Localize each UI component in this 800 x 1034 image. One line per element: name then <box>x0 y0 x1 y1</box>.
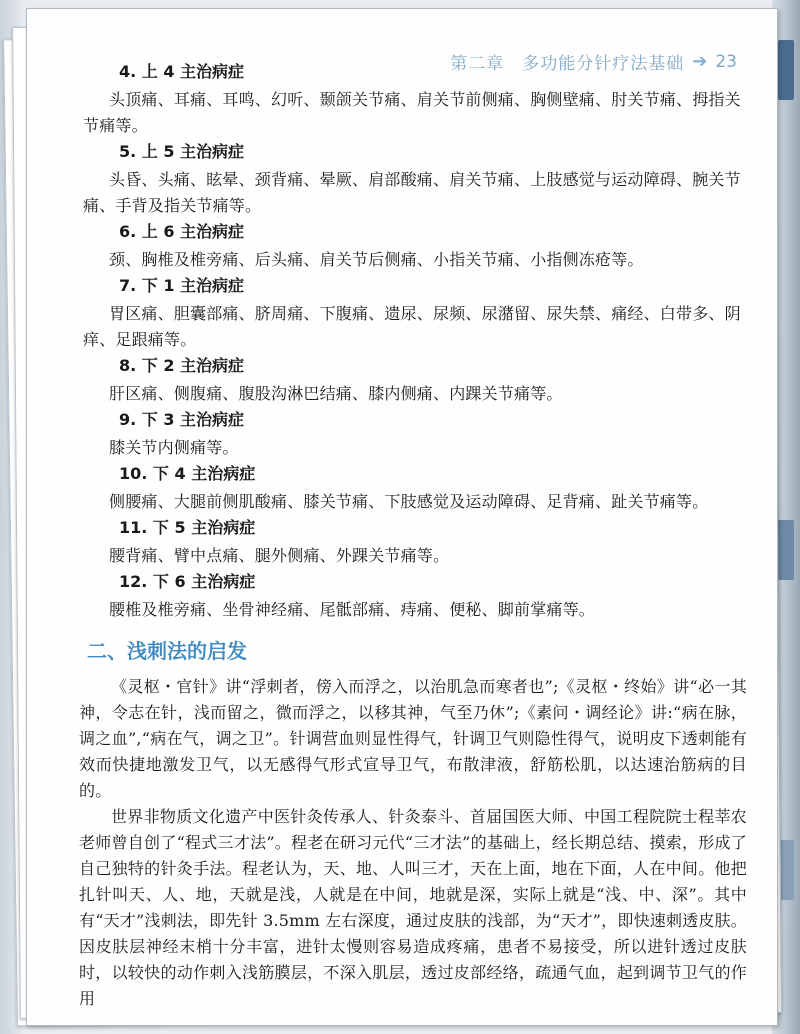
body-paragraph: 世界非物质文化遗产中医针灸传承人、针灸泰斗、首届国医大师、中国工程院院士程莘农老师曾自创了“程式三才法”。程老在研习元代“三才法”的基础上，经长期总结、摸索，形成了自己独特的针灸手法。程老认为，天、地、人叫三才，天在上面，地在下面，人在中间。他把扎针叫天、人、地，天就是浅，人就是在中间，地就是深，实际上就是“浅、中、深”。其中有“天才”浅刺法，即先针 3.5mm 左右深度，通过皮肤的浅部，为“天才”，即快速刺透皮肤。因皮肤层神经末梢十分丰富，进针太慢则容易造成疼痛，患者不易接受，所以进针透过皮肤时，以较快的动作刺入浅筋膜层，不深入肌层，透过皮部经络，疏通气血，起到调节卫气的作用 <box>79 807 747 1008</box>
section-heading: 二、浅刺法的启发 <box>87 639 247 663</box>
item-body: 侧腰痛、大腿前侧肌酸痛、膝关节痛、下肢感觉及运动障碍、足背痛、趾关节痛等。 <box>109 492 709 511</box>
item-title: 9. 下 3 主治病症 <box>119 410 245 429</box>
item-title: 4. 上 4 主治病症 <box>119 62 245 81</box>
edge-tab-marker <box>778 40 794 100</box>
item-body: 颈、胸椎及椎旁痛、后头痛、肩关节后侧痛、小指关节痛、小指侧冻疮等。 <box>109 250 644 269</box>
item-title: 10. 下 4 主治病症 <box>119 464 256 483</box>
body-paragraph: 《灵枢・官针》讲“浮刺者，傍入而浮之，以治肌急而寒者也”;《灵枢・终始》讲“必一其神，令志在针，浅而留之，微而浮之，以移其神，气至乃休”;《素问・调经论》讲:“病在脉，调之血”,“病在气，调之卫”。针调营血则显性得气，针调卫气则隐性得气，说明皮下透刺能有效而快捷地激发卫气，以无感得气形式宣导卫气，布散津液，舒筋松肌，以达速治筋病的目的。 <box>79 677 747 800</box>
page-number: 23 <box>715 51 737 72</box>
item-title: 6. 上 6 主治病症 <box>119 222 245 241</box>
item-body: 头顶痛、耳痛、耳鸣、幻听、颞颌关节痛、肩关节前侧痛、胸侧壁痛、肘关节痛、拇指关节痛等。 <box>83 90 741 135</box>
item-body: 胃区痛、胆囊部痛、脐周痛、下腹痛、遗尿、尿频、尿潴留、尿失禁、痛经、白带多、阴痒、足跟痛等。 <box>83 304 741 349</box>
book-page <box>26 8 778 1026</box>
item-body: 腰椎及椎旁痛、坐骨神经痛、尾骶部痛、痔痛、便秘、脚前掌痛等。 <box>109 600 596 619</box>
item-body: 腰背痛、臂中点痛、腿外侧痛、外踝关节痛等。 <box>109 546 450 565</box>
item-title: 12. 下 6 主治病症 <box>119 572 256 591</box>
indication-list <box>57 61 747 623</box>
item-body: 头昏、头痛、眩晕、颈背痛、晕厥、肩部酸痛、肩关节痛、上肢感觉与运动障碍、腕关节痛、手背及指关节痛等。 <box>83 170 741 215</box>
item-title: 11. 下 5 主治病症 <box>119 518 256 537</box>
arrow-icon: ➔ <box>692 51 708 72</box>
chapter-title: 第二章 多功能分针疗法基础 <box>450 54 685 74</box>
item-body: 肝区痛、侧腹痛、腹股沟淋巴结痛、膝内侧痛、内踝关节痛等。 <box>109 384 563 403</box>
item-body: 膝关节内侧痛等。 <box>109 438 239 457</box>
item-title: 8. 下 2 主治病症 <box>119 356 245 375</box>
item-title: 5. 上 5 主治病症 <box>119 142 245 161</box>
item-title: 7. 下 1 主治病症 <box>119 276 245 295</box>
page-content <box>57 61 747 1012</box>
edge-tab-marker <box>778 520 794 580</box>
